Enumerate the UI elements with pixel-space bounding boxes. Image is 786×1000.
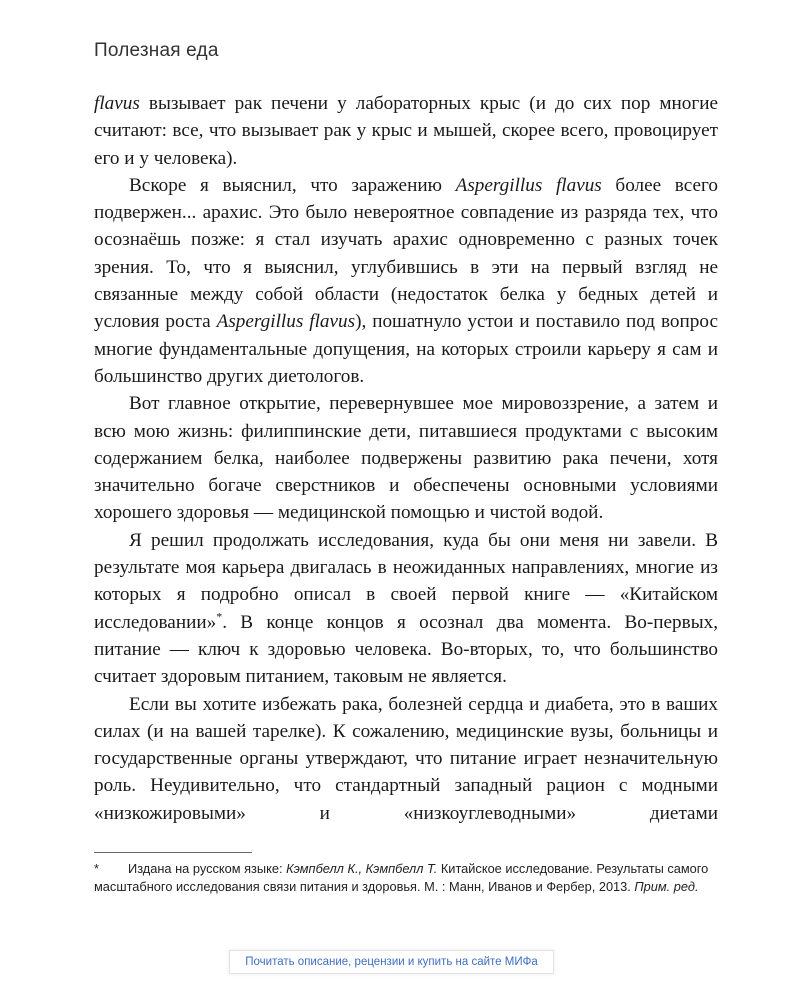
footnote-reference[interactable]: * [216,609,223,624]
footnote-body [94,860,718,896]
italic-term: Aspergillus flavus [455,174,602,196]
italic-term: Aspergillus flavus [216,311,356,333]
paragraph-text: Вскоре я выяснил, что заражению [129,174,456,196]
footnote-editor-note: Прим. ред. [634,879,699,894]
publisher-link-button[interactable]: Почитать описание, рецензии и купить на сайте МИФа [229,950,554,974]
footnote-marker: * [94,861,99,876]
paragraph-text: ), пошатнуло устои и поставило под вопрос многие фундаментальные допущения, на которых строили карьеру я сам и большинство других диетологов. [94,311,718,387]
paragraph-text: вызывает рак печени у лабораторных крыс (и до сих пор многие считают: все, что вызывает рак у крыс и мышей, скорее всего, провоцирует его и у человека). [94,93,718,169]
footnote [94,860,718,896]
paragraph-5 [94,691,718,827]
paragraph-text: Я решил продолжать исследования, куда бы они меня ни завели. В результате моя карьера двигалась в неожиданных направлениях, многие из которых я подробно описал в своей первой книге — «Китайском исследовании» [94,529,718,633]
paragraph-text: . В конце концов я осознал два момента. Во-первых, питание — ключ к здоровью человека. Во-вторых, то, что большинство считает здоровым питанием, таковым не является. [94,611,718,688]
paragraph-3 [94,390,718,526]
paragraph-text: Вот главное открытие, перевернувшее мое мировоззрение, а затем и всю мою жизнь: филиппинские дети, питавшиеся продуктами с высоким содержанием белка, наиболее подвержены развитию рака печени, хотя значительно богаче сверстников и обеспечены основными условиями хорошего здоровья — медицинской помощью и чистой водой. [94,393,718,524]
footnote-text: Китайское исследование. Результаты самого масштабного исследования связи питания и здоровья. М. : Манн, Иванов и Фербер, 2013. [94,861,709,894]
footnote-divider [94,852,252,853]
paragraph-4 [94,527,718,691]
paragraph-2 [94,172,718,390]
italic-term: flavus [94,93,140,114]
body-text [94,90,718,827]
paragraph-text: Если вы хотите избежать рака, болезней сердца и диабета, это в ваших силах (и на вашей тарелке). К сожалению, медицинские вузы, больницы и государственные органы утверждают, что питание играет незначительную роль. Неудивительно, что стандартный западный рацион с модными «низкожировыми» и «низкоуглеводными» диетами [94,693,718,824]
footnote-authors: Кэмпбелл К., Кэмпбелл Т. [286,861,438,876]
paragraph-text: более всего подвержен... арахис. Это было невероятное совпадение из разряда тех, что осознаёшь позже: я стал изучать арахис одновременно с разных точек зрения. То, что я выяснил, углубившись в эти на первый взгляд не связанные между собой области (недостаток белка у бедных детей и условия роста [94,174,718,333]
running-head: Полезная еда [94,40,219,61]
footnote-text: Издана на русском языке: [128,861,287,876]
paragraph-1 [94,90,718,172]
